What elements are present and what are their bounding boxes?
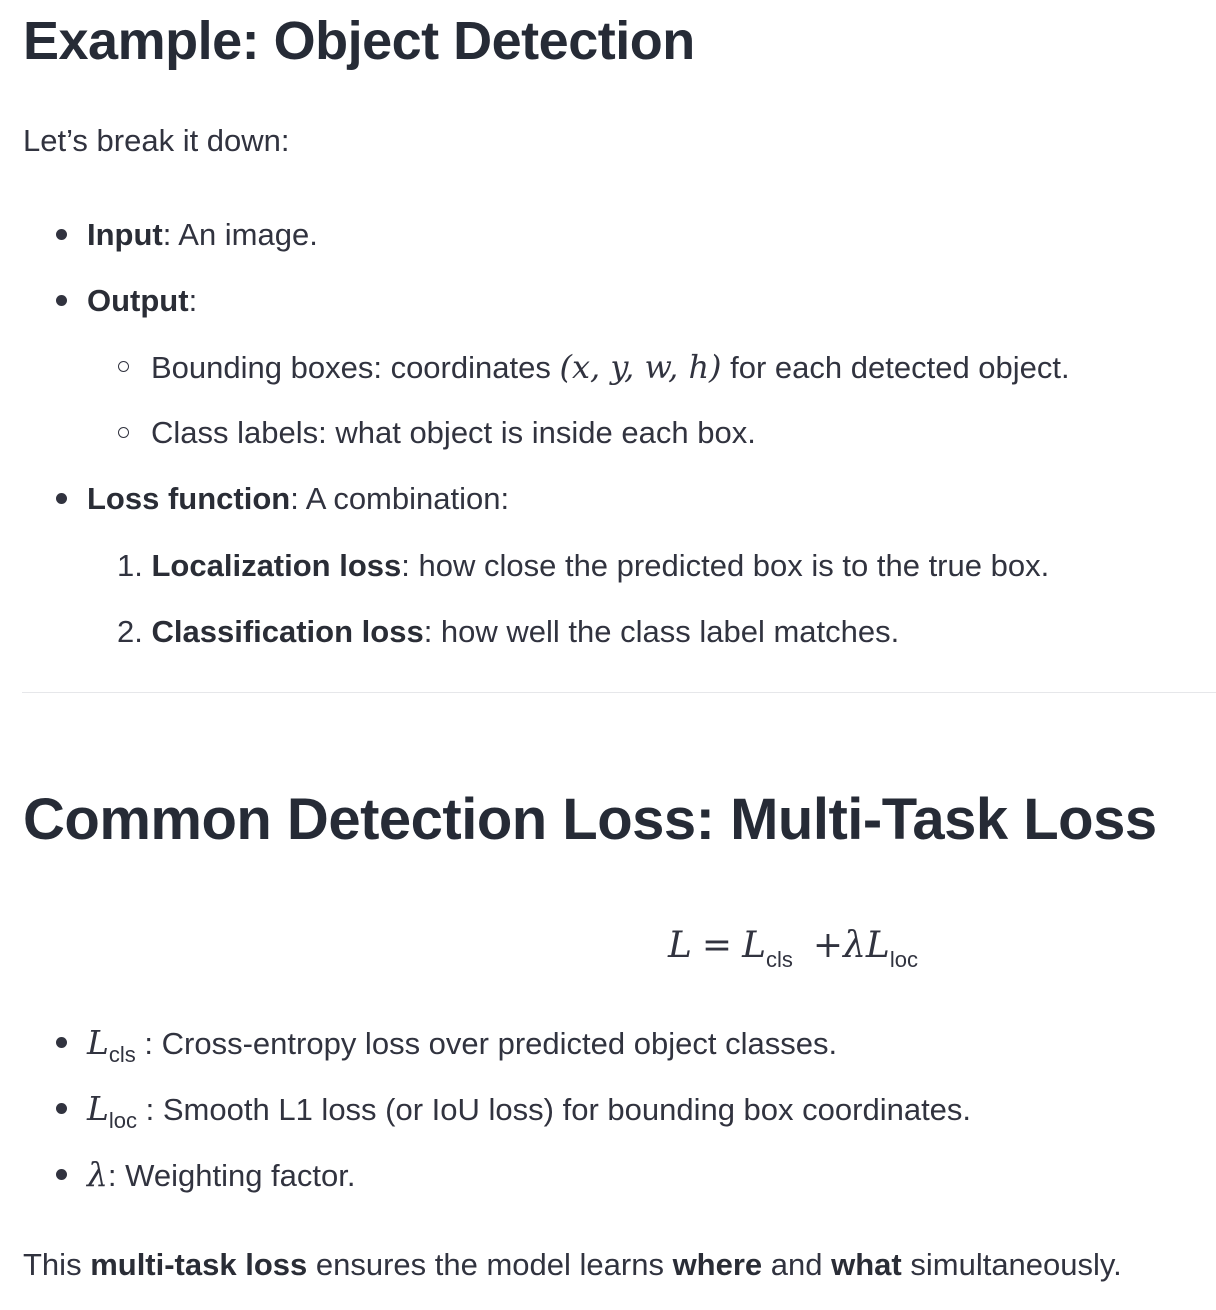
loss-function-label: Loss function [87,481,291,516]
summary-part: This [23,1247,91,1282]
lambda-symbol: λ [87,1155,108,1194]
l-loc-text: : Smooth L1 loss (or IoU loss) for bounding box coordinates. [137,1092,972,1127]
loss-function-text: : A combination: [290,481,510,516]
summary-paragraph [23,1244,1122,1286]
list-item-l-loc [56,1088,971,1134]
summary-bold: where [672,1247,763,1282]
formula-lambda: λ [843,925,866,966]
l-cls-text: : Cross-entropy loss over predicted object classes. [135,1026,838,1061]
l-cls-symbol: L [87,1023,109,1062]
formula-equals: = [701,925,733,966]
step-number: 1. [117,548,143,583]
output-label: Output [87,283,189,318]
intro-text: Let’s break it down: [23,123,290,158]
horizontal-divider [22,692,1216,693]
bbox-text-after: for each detected object. [721,350,1070,385]
list-item-loss-function [56,478,509,520]
formula-term-cls: L [742,925,767,966]
bbox-text-before: Bounding boxes: coordinates [151,350,560,385]
input-label: Input [87,217,163,252]
l-cls-subscript: cls [108,1042,136,1067]
list-item-class-labels [118,412,756,454]
ordered-item-localization [117,545,1049,587]
classification-loss-text: : how well the class label matches. [423,614,900,649]
loss-formula [668,920,918,975]
formula-sub-cls: cls [766,947,793,972]
section-heading-multitask: Common Detection Loss: Multi-Task Loss [23,787,1157,852]
step-number: 2. [117,614,143,649]
l-loc-symbol: L [87,1089,109,1128]
output-text: : [188,283,198,318]
ordered-item-classification [117,611,899,653]
list-item-bounding-boxes [118,346,1070,389]
input-text: : An image. [162,217,318,252]
summary-bold: what [831,1247,902,1282]
formula-plus: + [812,925,844,966]
bbox-math: (x, y, w, h) [559,348,722,386]
summary-part: and [762,1247,832,1282]
summary-part: simultaneously. [901,1247,1122,1282]
lambda-text: : Weighting factor. [107,1158,356,1193]
list-item-lambda [56,1154,355,1197]
list-item-l-cls [56,1022,837,1068]
l-loc-subscript: loc [108,1108,138,1133]
summary-bold: multi-task loss [90,1247,308,1282]
formula-sub-loc: loc [889,947,918,972]
formula-lhs: L [668,925,692,966]
section-heading-example: Example: Object Detection [23,11,695,71]
localization-loss-text: : how close the predicted box is to the true box. [401,548,1050,583]
formula-term-loc: L [865,925,890,966]
list-item-output [56,280,197,322]
class-labels-text: Class labels: what object is inside each box. [151,415,756,450]
summary-part: ensures the model learns [307,1247,673,1282]
classification-loss-label: Classification loss [151,614,424,649]
list-item-input [56,214,318,256]
localization-loss-label: Localization loss [151,548,402,583]
